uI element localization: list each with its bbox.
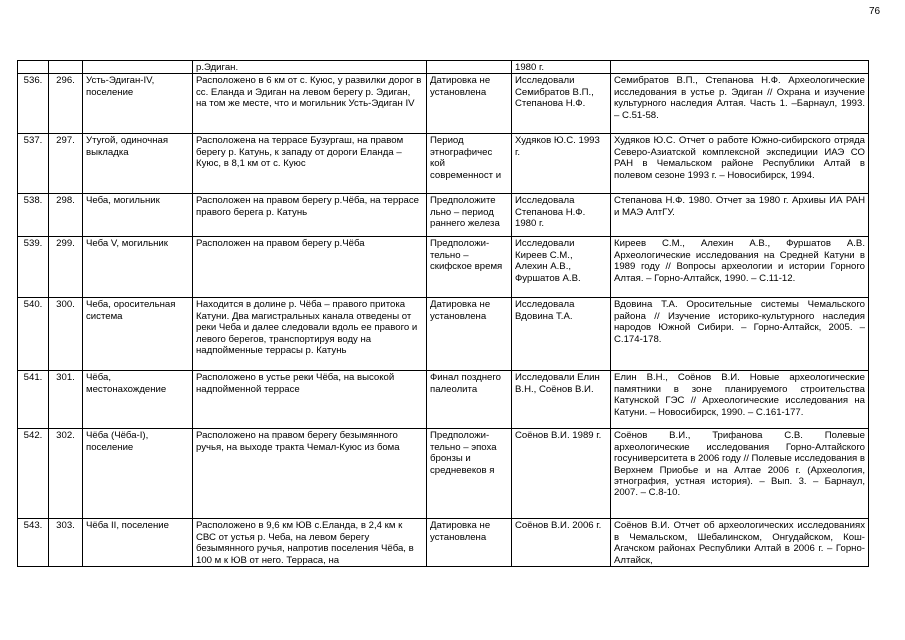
- cell-name: Чеба V, могильник: [83, 237, 193, 298]
- table-row: [18, 371, 869, 429]
- monuments-table: [17, 60, 869, 567]
- cell-literature: Вдовина Т.А. Оросительные системы Чемальского района // Изучение историко-культурного наследия народов Южной Сибири. – Горно-Алтайск, 2005. – С.174-178.: [611, 298, 869, 371]
- cell-no: 536.: [18, 74, 49, 134]
- cell-location: Расположена на террасе Бузургаш, на правом берегу р. Катунь, к западу от дороги Еланда – Куюс, в 8,1 км от с. Куюс: [193, 134, 427, 194]
- table-row: [18, 237, 869, 298]
- cell-name: Усть-Эдиган-IV, поселение: [83, 74, 193, 134]
- cell-location: Находится в долине р. Чёба – правого притока Катуни. Два магистральных канала отведены от реки Чеба и далее следовали вдоль ее правого и левого берегов, транспортируя воду на надпойменные террасы р. Катунь: [193, 298, 427, 371]
- cell-location: Расположено в 6 км от с. Куюс, у развилки дорог в сс. Еланда и Эдиган на левом берегу р. Эдиган, на том же месте, что и могильник Усть-Эдиган IV: [193, 74, 427, 134]
- cell-sub-no: 303.: [49, 519, 83, 567]
- cell-researchers: Худяков Ю.С. 1993 г.: [512, 134, 611, 194]
- cell-sub-no: [49, 61, 83, 74]
- cell-name: Чёба (Чёба-I), поселение: [83, 429, 193, 519]
- table-row: [18, 298, 869, 371]
- cell-sub-no: 302.: [49, 429, 83, 519]
- cell-dating: Датировка не установлена: [427, 298, 512, 371]
- table-row-continuation: [18, 61, 869, 74]
- cell-dating: [427, 61, 512, 74]
- cell-no: 537.: [18, 134, 49, 194]
- cell-no: 541.: [18, 371, 49, 429]
- cell-sub-no: 298.: [49, 194, 83, 237]
- cell-no: 542.: [18, 429, 49, 519]
- cell-sub-no: 300.: [49, 298, 83, 371]
- cell-name: Чёба, местонахождение: [83, 371, 193, 429]
- cell-location: Расположен на правом берегу р.Чёба, на террасе правого берега р. Катунь: [193, 194, 427, 237]
- cell-dating: Предположи- тельно – скифское время: [427, 237, 512, 298]
- cell-literature: Худяков Ю.С. Отчет о работе Южно-сибирского отряда Северо-Азиатской комплексной экспедиции ИАЭ СО РАН в Чемальском районе Республики Алтай в полевом сезоне 1993 г. – Новосибирск, 1994.: [611, 134, 869, 194]
- cell-literature: Соёнов В.И. Отчет об археологических исследованиях в Чемальском, Шебалинском, Онгудайском, Кош-Агачском районах Республики Алтай в 2006 г. – Горно-Алтайск,: [611, 519, 869, 567]
- cell-literature: [611, 61, 869, 74]
- page-number: 76: [869, 6, 881, 17]
- cell-name: Утугой, одиночная выкладка: [83, 134, 193, 194]
- cell-no: 538.: [18, 194, 49, 237]
- cell-name: Чеба, оросительная система: [83, 298, 193, 371]
- cell-researchers: Исследовала Степанова Н.Ф. 1980 г.: [512, 194, 611, 237]
- cell-dating: Датировка не установлена: [427, 519, 512, 567]
- cell-sub-no: 301.: [49, 371, 83, 429]
- cell-location: Расположен на правом берегу р.Чёба: [193, 237, 427, 298]
- cell-dating: Предположите льно – период раннего железа: [427, 194, 512, 237]
- cell-location: Расположено на правом берегу безымянного ручья, на выходе тракта Чемал-Куюс из бома: [193, 429, 427, 519]
- cell-location: р.Эдиган.: [193, 61, 427, 74]
- table-row: [18, 519, 869, 567]
- cell-no: 543.: [18, 519, 49, 567]
- cell-literature: Семибратов В.П., Степанова Н.Ф. Археологические исследования в устье р. Эдиган // Охрана и изучение культурного наследия Алтая. Часть 1. –Барнаул, 1993. – С.51-58.: [611, 74, 869, 134]
- cell-literature: Елин В.Н., Соёнов В.И. Новые археологические памятники в зоне планируемого строительства Катунской ГЭС // Археологические исследования на Катуни. – Новосибирск, 1990. – С.161-177.: [611, 371, 869, 429]
- cell-name: Чеба, могильник: [83, 194, 193, 237]
- cell-literature: Киреев С.М., Алехин А.В., Фуршатов А.В. Археологические исследования на Средней Катуни в 1989 году // Вопросы археологии и истории Горного Алтая. – Горно-Алтайск, 1990. – С.11-12.: [611, 237, 869, 298]
- cell-researchers: Соёнов В.И. 2006 г.: [512, 519, 611, 567]
- cell-sub-no: 296.: [49, 74, 83, 134]
- cell-literature: Степанова Н.Ф. 1980. Отчет за 1980 г. Архивы ИА РАН и МАЭ АлтГУ.: [611, 194, 869, 237]
- cell-researchers: Исследовали Киреев С.М., Алехин А.В., Фуршатов А.В.: [512, 237, 611, 298]
- table-row: [18, 429, 869, 519]
- cell-dating: Финал позднего палеолита: [427, 371, 512, 429]
- cell-name: Чёба II, поселение: [83, 519, 193, 567]
- cell-sub-no: 299.: [49, 237, 83, 298]
- cell-location: Расположено в 9,6 км ЮВ с.Еланда, в 2,4 км к СВС от устья р. Чеба, на левом берегу безымянного ручья, напротив поселения Чёба, в 100 м к ЮВ от него. Терраса, на: [193, 519, 427, 567]
- cell-researchers: Соёнов В.И. 1989 г.: [512, 429, 611, 519]
- cell-no: [18, 61, 49, 74]
- table-body: [18, 61, 869, 567]
- table-row: [18, 194, 869, 237]
- cell-location: Расположено в устье реки Чёба, на высокой надпойменной террасе: [193, 371, 427, 429]
- table-row: [18, 134, 869, 194]
- cell-sub-no: 297.: [49, 134, 83, 194]
- cell-dating: Датировка не установлена: [427, 74, 512, 134]
- cell-name: [83, 61, 193, 74]
- table-row: [18, 74, 869, 134]
- cell-researchers: Исследовали Семибратов В.П., Степанова Н.Ф.: [512, 74, 611, 134]
- cell-researchers: Исследовали Елин В.Н., Соёнов В.И.: [512, 371, 611, 429]
- cell-no: 540.: [18, 298, 49, 371]
- cell-literature: Соёнов В.И., Трифанова С.В. Полевые археологические исследования Горно-Алтайского госуниверситета в 2006 году // Полевые исследования в Верхнем Приобье и на Алтае 2006 г. (Археология, этнография, устная история). – Вып. 3. – Барнаул, 2007. – С.8-10.: [611, 429, 869, 519]
- cell-dating: Предположи- тельно – эпоха бронзы и средневеков я: [427, 429, 512, 519]
- cell-no: 539.: [18, 237, 49, 298]
- cell-researchers: 1980 г.: [512, 61, 611, 74]
- cell-researchers: Исследовала Вдовина Т.А.: [512, 298, 611, 371]
- cell-dating: Период этнографичес кой современност и: [427, 134, 512, 194]
